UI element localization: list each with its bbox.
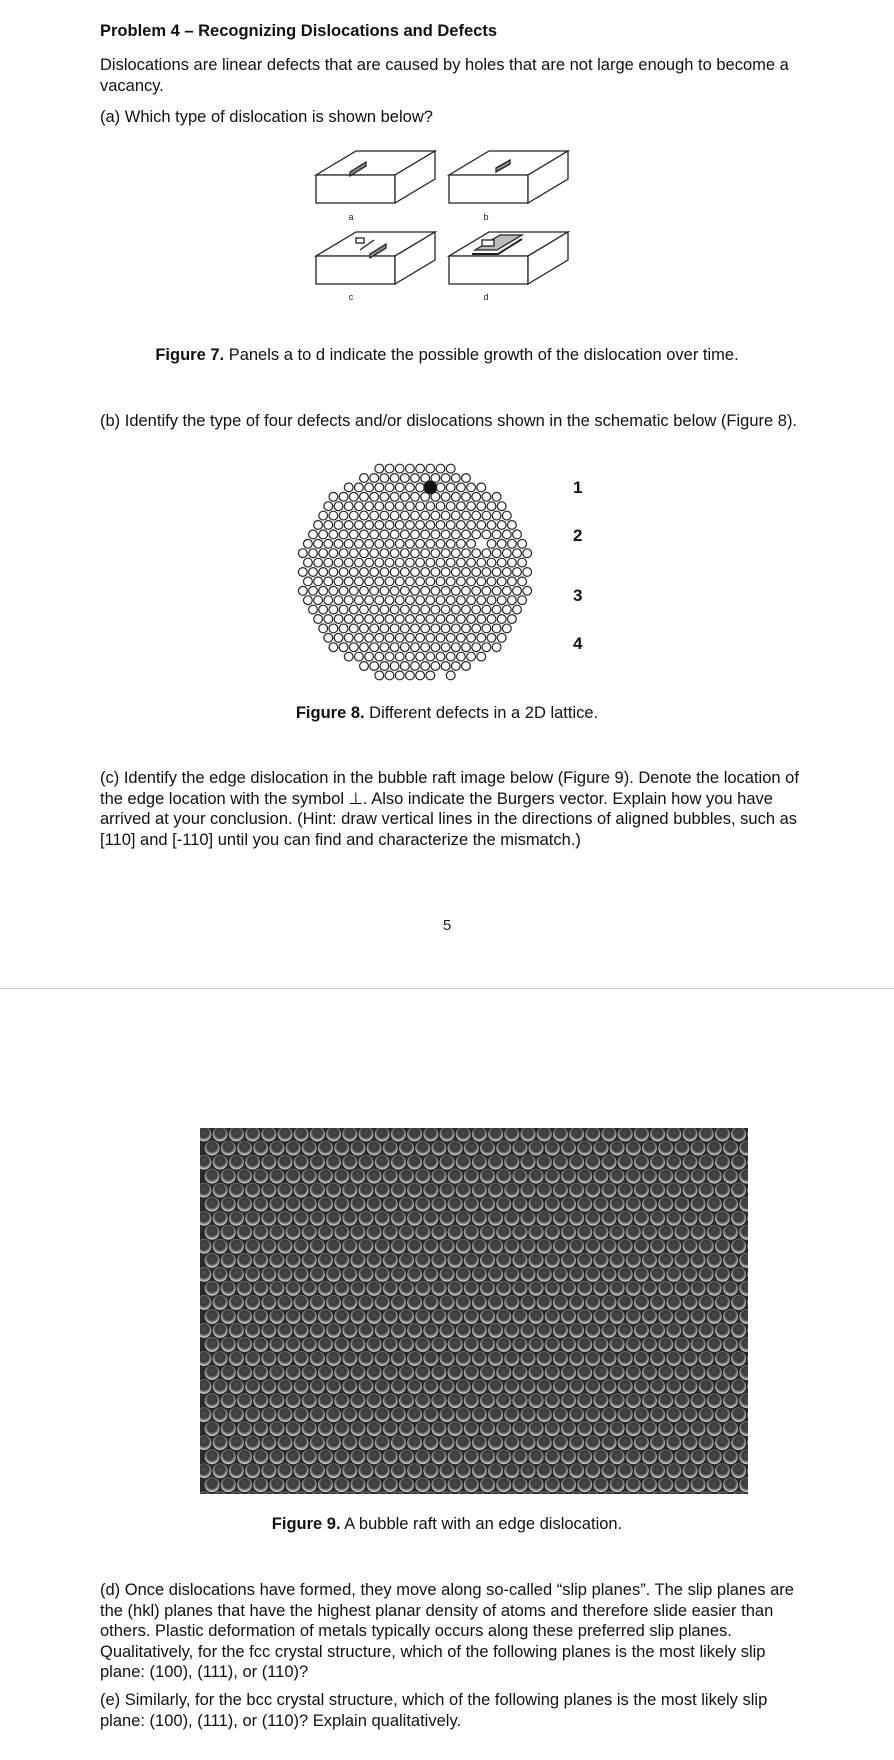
figure-7-caption-text: Panels a to d indicate the possible growth of the dislocation over time. [224, 346, 739, 364]
block-d [449, 232, 568, 284]
lattice-atoms [298, 464, 531, 680]
figure-9-caption-text: A bubble raft with an edge dislocation. [340, 1515, 623, 1533]
question-c: (c) Identify the edge dislocation in the bubble raft image below (Figure 9). Denote the location of the edge location with the symbol ⊥. Also indicate the Burgers vector. Explain how you have arrived at your conclusion. (Hint: draw vertical lines in the directions of aligned bubbles, such as [110] and [-110] until you can find and characterize the mismatch.) [100, 769, 799, 849]
page-separator [0, 988, 894, 989]
panel-label-b: b [483, 212, 489, 222]
question-a: (a) Which type of dislocation is shown below? [100, 108, 433, 126]
figure-8-caption [0, 704, 894, 723]
problem-title: Problem 4 – Recognizing Dislocations and Defects [100, 22, 498, 40]
figure-7-label: Figure 7. [155, 346, 225, 364]
defect-label-4: 4 [573, 634, 583, 653]
figure-8-defect-lattice [295, 450, 595, 690]
intro-paragraph: Dislocations are linear defects that are caused by holes that are not large enough to become a vacancy. [100, 56, 789, 95]
figure-9-caption [0, 1515, 894, 1534]
panel-label-d: d [483, 292, 489, 302]
figure-7-dislocation-growth [300, 140, 580, 330]
question-e: (e) Similarly, for the bcc crystal structure, which of the following planes is the most likely slip plane: (100), (111), or (110)? Explain qualitatively. [100, 1691, 768, 1730]
block-a [316, 151, 435, 203]
panel-label-c: c [348, 292, 354, 302]
figure-7-caption [0, 346, 894, 365]
panel-label-a: a [348, 212, 354, 222]
figure-9-label: Figure 9. [271, 1515, 341, 1533]
figure-8-caption-text: Different defects in a 2D lattice. [364, 704, 599, 722]
defect-label-2: 2 [573, 526, 583, 545]
question-d: (d) Once dislocations have formed, they move along so-called “slip planes”. The slip planes are the (hkl) planes that have the highest planar density of atoms and therefore slide easier than others. Plastic deformation of metals typically occurs along these preferred slip planes. Qualitatively, for the fcc crystal structure, which of the following planes is the most likely slip plane: (100), (111), or (110)? [100, 1581, 794, 1681]
defect-label-1: 1 [573, 478, 583, 497]
block-b [449, 151, 568, 203]
figure-8-label: Figure 8. [295, 704, 365, 722]
defect-label-3: 3 [573, 586, 583, 605]
question-b: (b) Identify the type of four defects and/or dislocations shown in the schematic below (Figure 8). [100, 412, 798, 430]
page-number: 5 [442, 917, 452, 934]
block-c [316, 232, 435, 284]
figure-9-bubble-raft [200, 1128, 748, 1494]
